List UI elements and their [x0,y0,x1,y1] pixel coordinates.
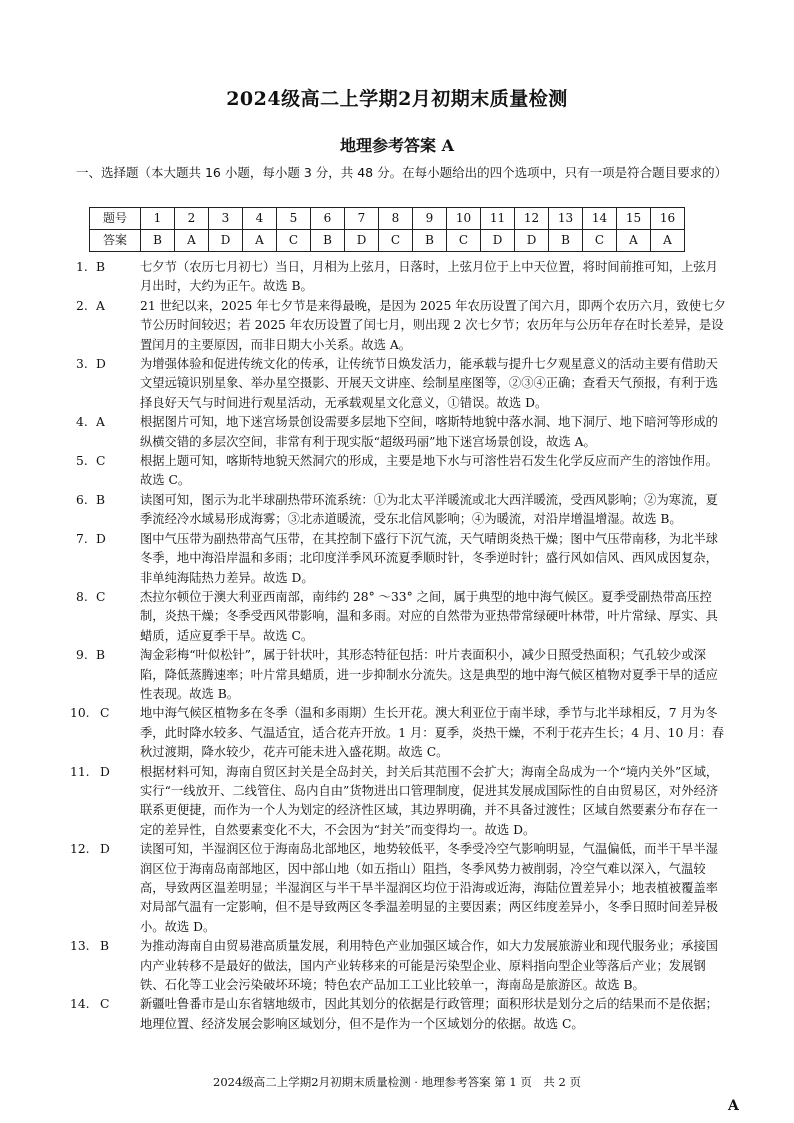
question-item [76,297,726,355]
question-item [76,588,726,646]
page-subtitle: 地理参考答案 A [340,136,454,155]
table-cell: D [345,230,379,252]
question-number: 12. [70,842,90,857]
table-cell: A [651,230,685,252]
question-explanation: 为推动海南自由贸易港高质量发展，利用特色产业加强区域合作，如大力发展旅游业和现代服务业；承接国内产业转移不是最好的做法，国内产业转移来的可能是污染型企业、原料指向型企业等落后产业；发展钢铁、石化等工业会污染破坏环境；特色农产品加工工业比较单一，海南岛是旅游区。故选 B。 [140,939,718,993]
table-cell: C [583,230,617,252]
question-answer: D [96,531,106,546]
table-cell: 13 [549,208,583,230]
question-item [70,704,726,762]
table-cell: 16 [651,208,685,230]
table-cell: D [481,230,515,252]
page-title: 2024级高二上学期2月初期末质量检测 [226,88,568,110]
question-item [70,763,726,841]
question-number: 10. [70,706,90,721]
question-explanation: 根据图片可知，地下迷宫场景创设需要多层地下空间，喀斯特地貌中落水洞、地下洞厅、地下暗河等形成的纵横交错的多层次空间，非常有利于现实版“超级玛丽”地下迷宫场景创设，故选 A。 [140,415,718,449]
question-explanation: 根据上题可知，喀斯特地貌天然洞穴的形成，主要是地下水与可溶性岩石发生化学反应而产生的溶蚀作用。故选 C。 [140,454,718,488]
table-cell: 5 [277,208,311,230]
table-cell: 7 [345,208,379,230]
table-cell: 11 [481,208,515,230]
table-cell: A [243,230,277,252]
question-number: 6. [76,492,88,507]
table-cell: B [413,230,447,252]
question-answer: D [100,842,110,857]
question-number: 3. [76,357,88,372]
question-item [70,995,726,1034]
question-number: 5. [76,454,88,469]
table-cell: D [209,230,243,252]
version-mark: A [728,1098,739,1114]
number-row [90,208,685,230]
question-answer: B [96,648,106,663]
table-cell: 6 [311,208,345,230]
question-item [76,258,726,297]
question-item [76,452,726,491]
table-cell: 2 [175,208,209,230]
question-explanation: 21 世纪以来，2025 年七夕节是来得最晚，是因为 2025 年农历设置了闰六月，即两个农历六月，致使七夕节公历时间较迟；若 2025 年农历设置了闰七月，则出现 2 次七夕节；农历年与公历年存在时长差异，是设置闰月的主要原因，而非日期大小关系。故选 A。 [140,298,726,352]
question-answer: D [100,764,110,779]
table-cell: 15 [617,208,651,230]
question-explanation: 七夕节（农历七月初七）当日，月相为上弦月，日落时，上弦月位于上中天位置，将时间前推可知，上弦月月出时，大约为正午。故选 B。 [140,260,718,294]
table-cell: C [277,230,311,252]
table-cell: 3 [209,208,243,230]
question-answer: C [100,706,110,721]
table-cell: B [141,230,175,252]
question-item [70,840,726,937]
question-explanation: 为增强体验和促进传统文化的传承，让传统节日焕发活力，能承载与提升七夕观星意义的活动主要有借助天文望远镜识别星象、举办星空摄影、开展天文讲座、绘制星座图等，②③④正确；查看天气预报，有利于选择良好天气与时间进行观星活动，无承载观星文化意义，①错误。故选 D。 [140,357,718,410]
question-answer: C [96,454,106,469]
question-answer: A [96,298,105,313]
answer-table [89,207,685,252]
question-number: 9. [76,648,88,663]
question-number: 2. [76,298,88,313]
table-cell: A [175,230,209,252]
question-explanation: 杰拉尔顿位于澳大利亚西南部，南纬约 28° ～33° 之间，属于典型的地中海气候区。夏季受副热带高压控制，炎热干燥；冬季受西风带影响，温和多雨。对应的自然带为亚热带常绿硬叶林带，叶片常绿、厚实、具蜡质，适应夏季干旱。故选 C。 [140,589,718,643]
question-number: 7. [76,531,88,546]
table-cell: D [515,230,549,252]
question-explanation: 地中海气候区植物多在冬季（温和多雨期）生长开花。澳大利亚位于南半球，季节与北半球相反，7 月为冬季，此时降水较多、气温适宜，适合花卉开放。1 月：夏季，炎热干燥，不利于花卉生长；4 月、10 月：春秋过渡期，降水较少，花卉可能未进入盛花期。故选 C。 [140,706,725,760]
question-answer: A [96,415,105,430]
table-cell: B [311,230,345,252]
table-cell: 9 [413,208,447,230]
question-answer: B [100,939,110,954]
table-cell: A [617,230,651,252]
question-explanation: 图中气压带为副热带高气压带，在其控制下盛行下沉气流，天气晴朗炎热干燥；图中气压带南移，为北半球冬季，地中海沿岸温和多雨；北印度洋季风环流夏季顺时针，冬季逆时针；盛行风如信风、西风成因复杂，非单纯海陆热力差异。故选 D。 [140,531,718,585]
section-heading: 一、选择题（本大题共 16 小题，每小题 3 分，共 48 分。在每小题给出的四个选项中，只有一项是符合题目要求的） [76,165,728,180]
question-answer: B [96,260,106,274]
question-explanation: 读图可知，图示为北半球副热带环流系统：①为北太平洋暖流或北大西洋暖流，受西风影响；②为寒流，夏季流经冷水域易形成海雾；③北赤道暖流，受东北信风影响；④为暖流，对沿岸增温增湿。故选 B。 [140,492,718,527]
question-list [70,258,726,1034]
question-item [70,937,726,995]
table-cell: C [379,230,413,252]
table-cell: B [549,230,583,252]
table-cell: 12 [515,208,549,230]
question-item [76,413,726,452]
table-cell: C [447,230,481,252]
question-item [76,491,726,530]
question-explanation: 根据材料可知，海南自贸区封关是全岛封关，封关后其范围不会扩大；海南全岛成为一个“境内关外”区域，实行“一线放开、二线管住、岛内自由”货物进出口管理制度，促进其发展成国际性的自由贸易区，对外经济联系更便捷，而作为一个人为划定的经济性区域，其边界明确，并不具备过渡性；区域自然要素分布存在一定的差异性，自然要素变化不大，不会因为“封关”而变得均一。故选 D。 [140,764,719,837]
question-number: 4. [76,415,88,430]
question-number: 13. [70,939,90,954]
question-answer: C [96,589,106,604]
table-header-cell: 题号 [90,208,141,230]
question-number: 11. [70,764,90,779]
table-cell: 4 [243,208,277,230]
table-header-cell: 答案 [90,230,141,252]
question-number: 14. [70,997,90,1012]
question-answer: D [96,357,106,372]
question-item [76,530,726,588]
question-explanation: 读图可知，半湿润区位于海南岛北部地区，地势较低平，冬季受冷空气影响明显，气温偏低，而半干旱半湿润区位于海南岛南部地区，因中部山地（如五指山）阻挡，冬季风势力被削弱，冷空气难以深入，气温较高，导致两区温差明显；半湿润区与半干旱半湿润区均位于沿海或近海，海陆位置差异小；地表植被覆盖率对局部气温有一定影响，但不是导致两区冬季温差明显的主要因素；两区纬度差异小，冬季日照时间差异极小。故选 D。 [140,842,718,934]
question-explanation: 新疆吐鲁番市是山东省辖地级市，因此其划分的依据是行政管理；面积形状是划分之后的结果而不是依据；地理位置、经济发展会影响区域划分，但不是作为一个区域划分的依据。故选 C。 [140,997,718,1031]
question-explanation: 淘金彩梅“叶似松针”，属于针状叶，其形态特征包括：叶片表面积小，减少日照受热面积；气孔较少或深陷，降低蒸腾速率；叶片常具蜡质，进一步抑制水分流失。这是典型的地中海气候区植物对夏季干旱的适应性表现。故选 B。 [140,648,718,701]
question-item [76,355,726,413]
question-number: 1. [76,260,88,274]
table-cell: 8 [379,208,413,230]
answer-row [90,230,685,252]
table-cell: 14 [583,208,617,230]
table-cell: 10 [447,208,481,230]
table-cell: 1 [141,208,175,230]
question-number: 8. [76,589,88,604]
question-answer: C [100,997,110,1012]
question-item [76,646,726,704]
page-footer: 2024级高二上学期2月初期末质量检测 · 地理参考答案 第 1 页 共 2 页 [213,1075,581,1089]
question-answer: B [96,492,106,507]
